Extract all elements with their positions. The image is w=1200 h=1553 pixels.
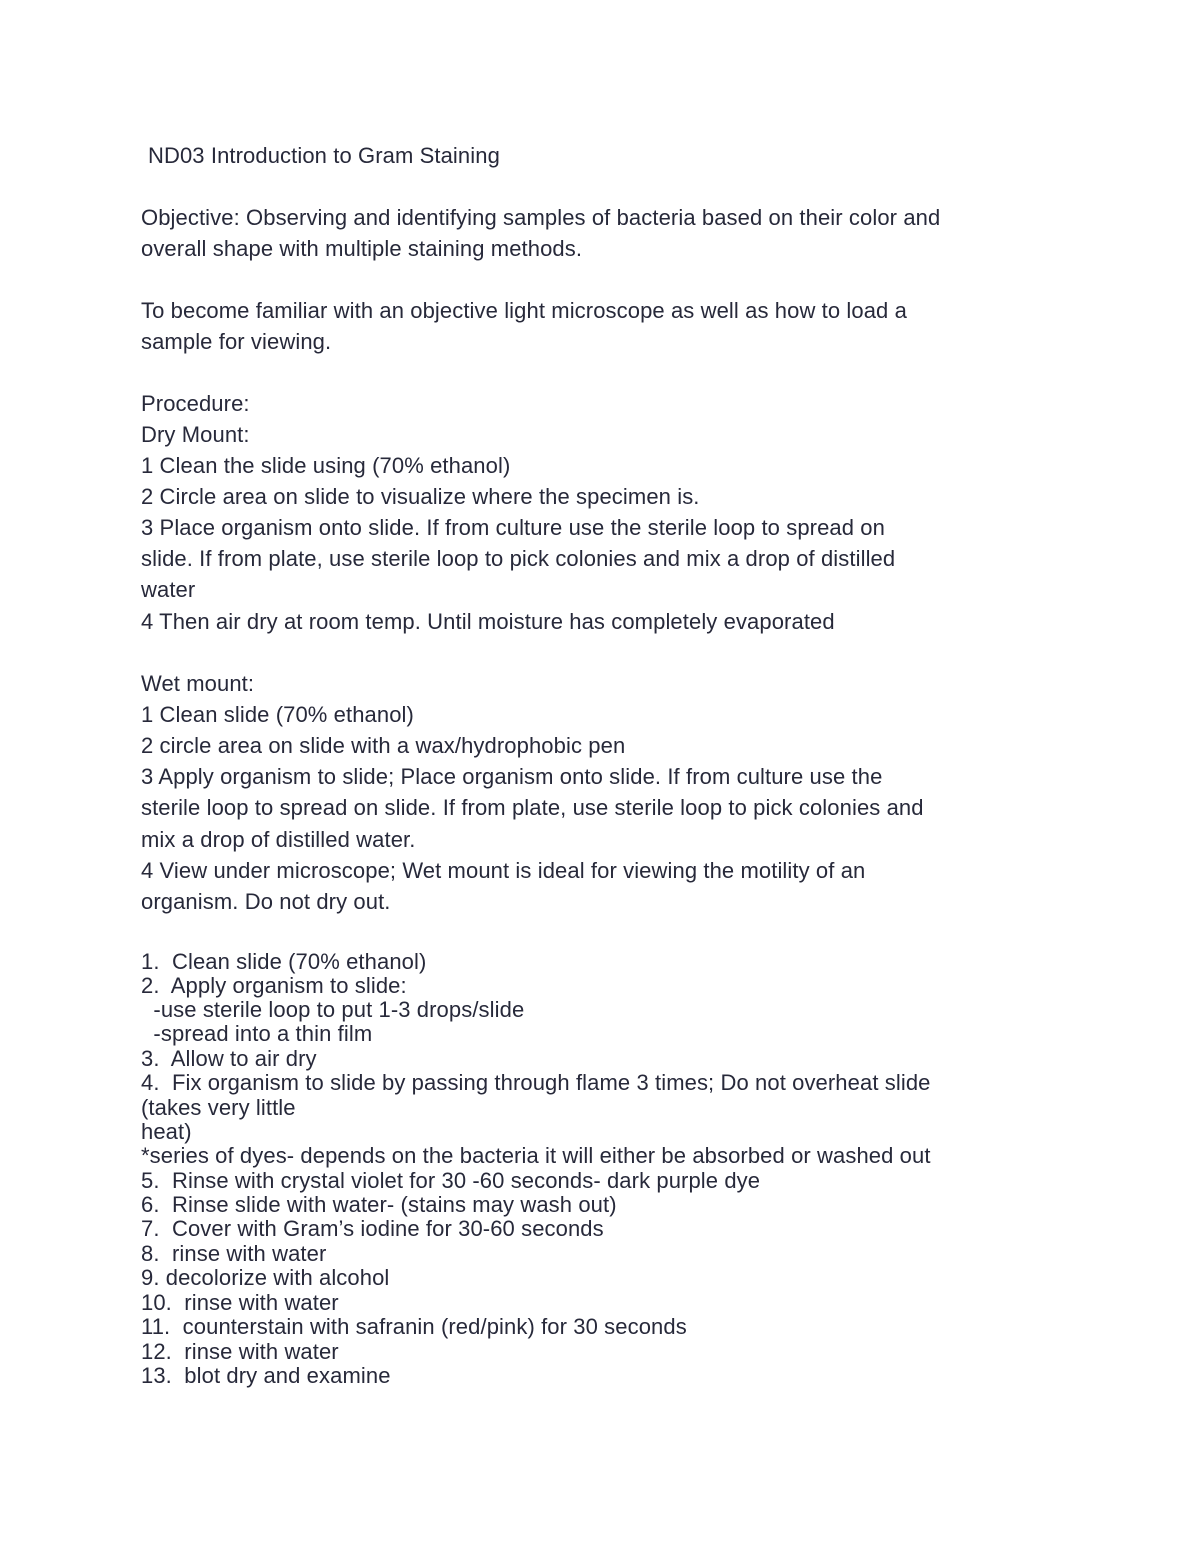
gram-step: -spread into a thin film: [141, 1021, 373, 1046]
gram-step: 3. Allow to air dry: [141, 1046, 317, 1071]
gram-step: 5. Rinse with crystal violet for 30 -60 seconds- dark purple dye: [141, 1168, 761, 1193]
wet-mount-heading: Wet mount:: [141, 671, 255, 696]
procedure-heading: Procedure:: [141, 391, 250, 416]
familiar-line-2: sample for viewing.: [141, 329, 332, 354]
gram-step: 2. Apply organism to slide:: [141, 973, 407, 998]
wet-mount-line: sterile loop to spread on slide. If from plate, use sterile loop to pick colonies and: [141, 795, 924, 820]
gram-step: 1. Clean slide (70% ethanol): [141, 949, 427, 974]
wet-mount-line: 3 Apply organism to slide; Place organism onto slide. If from culture use the: [141, 764, 883, 789]
dry-mount-line: water: [141, 577, 196, 602]
familiar-line-1: To become familiar with an objective light microscope as well as how to load a: [141, 298, 907, 323]
dry-mount-line: 1 Clean the slide using (70% ethanol): [141, 453, 511, 478]
wet-mount-line: 4 View under microscope; Wet mount is ideal for viewing the motility of an: [141, 858, 866, 883]
gram-step: (takes very little: [141, 1095, 296, 1120]
gram-step: 9. decolorize with alcohol: [141, 1265, 390, 1290]
gram-step: 6. Rinse slide with water- (stains may wash out): [141, 1192, 617, 1217]
dry-mount-line: slide. If from plate, use sterile loop to pick colonies and mix a drop of distilled: [141, 546, 896, 571]
wet-mount-line: 2 circle area on slide with a wax/hydrophobic pen: [141, 733, 626, 758]
gram-step: 8. rinse with water: [141, 1241, 327, 1266]
wet-mount-line: mix a drop of distilled water.: [141, 827, 416, 852]
gram-step: 11. counterstain with safranin (red/pink) for 30 seconds: [141, 1314, 687, 1339]
gram-step: 12. rinse with water: [141, 1339, 339, 1364]
objective-line-1: Objective: Observing and identifying samples of bacteria based on their color and: [141, 205, 941, 230]
dry-mount-line: 4 Then air dry at room temp. Until moisture has completely evaporated: [141, 609, 835, 634]
document-title: ND03 Introduction to Gram Staining: [148, 143, 500, 168]
gram-step: *series of dyes- depends on the bacteria it will either be absorbed or washed out: [141, 1143, 931, 1168]
wet-mount-line: organism. Do not dry out.: [141, 889, 391, 914]
dry-mount-line: 2 Circle area on slide to visualize where the specimen is.: [141, 484, 700, 509]
gram-step: 4. Fix organism to slide by passing through flame 3 times; Do not overheat slide: [141, 1070, 931, 1095]
gram-step: 13. blot dry and examine: [141, 1363, 391, 1388]
gram-step: -use sterile loop to put 1-3 drops/slide: [141, 997, 525, 1022]
gram-step: 7. Cover with Gram’s iodine for 30-60 seconds: [141, 1216, 604, 1241]
wet-mount-line: 1 Clean slide (70% ethanol): [141, 702, 414, 727]
gram-step: 10. rinse with water: [141, 1290, 339, 1315]
dry-mount-heading: Dry Mount:: [141, 422, 250, 447]
objective-line-2: overall shape with multiple staining methods.: [141, 236, 583, 261]
gram-step: heat): [141, 1119, 192, 1144]
dry-mount-line: 3 Place organism onto slide. If from culture use the sterile loop to spread on: [141, 515, 885, 540]
